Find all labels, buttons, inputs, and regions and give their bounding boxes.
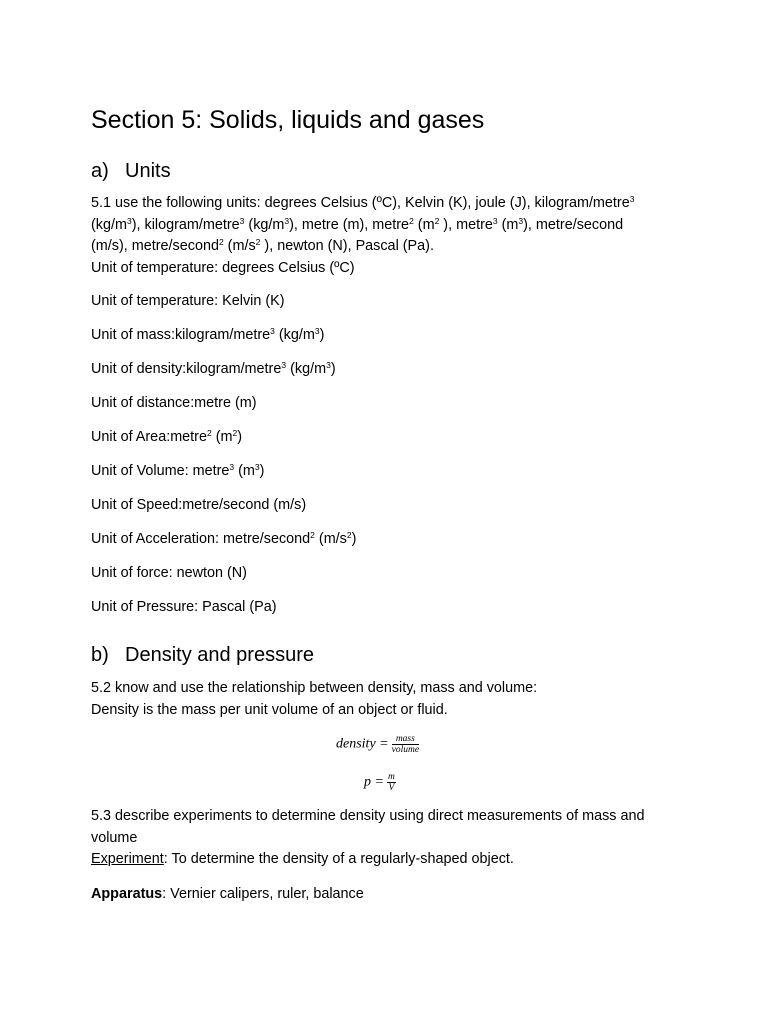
text-run: (kg/m <box>244 216 285 233</box>
paragraph-5-2 <box>91 678 537 721</box>
text-run: (kg/m <box>91 216 127 233</box>
experiment-text: : To determine the density of a regularly-shaped object. <box>163 851 514 867</box>
superscript: 3 <box>229 462 235 472</box>
text-run: ) <box>351 531 357 547</box>
superscript: 3 <box>126 215 132 226</box>
superscript: 2 <box>232 428 238 438</box>
unit-line <box>91 359 336 381</box>
superscript: 3 <box>314 326 320 336</box>
text-run: Unit of Area:metre <box>91 429 207 445</box>
text-run: (m <box>413 216 435 233</box>
text-run: ), metre/second <box>523 216 624 233</box>
superscript: 3 <box>284 215 290 226</box>
unit-line <box>91 597 277 619</box>
text-run: (kg/m <box>286 361 327 377</box>
text-line: 5.2 know and use the relationship between density, mass and volume: <box>91 680 538 696</box>
fraction <box>387 772 396 793</box>
heading-label: Units <box>125 160 171 182</box>
superscript: 3 <box>254 462 260 472</box>
text-run: (m <box>497 216 519 233</box>
heading-number: a) <box>91 160 109 182</box>
superscript: 2 <box>434 215 440 226</box>
text-run: Unit of mass:kilogram/metre <box>91 327 271 343</box>
unit-line <box>91 495 306 517</box>
equation-lhs: density = <box>336 736 389 752</box>
text-line: volume <box>91 829 138 846</box>
apparatus-line <box>91 884 364 906</box>
text-run: 5.1 use the following units: degrees Celsius (ºC), Kelvin (K), joule (J), kilogram/metre <box>91 195 630 211</box>
experiment-line <box>91 849 645 871</box>
intro-line-2 <box>91 215 634 237</box>
text-run: ), newton (N), Pascal (Pa). <box>260 238 434 254</box>
superscript: 3 <box>239 215 245 226</box>
density-equation <box>336 734 419 755</box>
numerator: m <box>387 772 395 782</box>
text-run: Unit of distance:metre (m) <box>91 395 257 411</box>
section-title: Section 5: Solids, liquids and gases <box>91 106 485 134</box>
text-run: ) <box>237 429 243 445</box>
intro-line-1 <box>91 193 634 215</box>
text-run: Unit of Speed:metre/second (m/s) <box>91 497 307 513</box>
text-run: Unit of Pressure: Pascal (Pa) <box>91 599 277 615</box>
superscript: 3 <box>270 326 275 336</box>
text-run: (kg/m <box>274 327 315 343</box>
text-line: Density is the mass per unit volume of an object or fluid. <box>91 701 448 718</box>
text-run: ), kilogram/metre <box>131 216 240 233</box>
text-run: Unit of Volume: metre <box>91 463 230 479</box>
superscript: 3 <box>518 215 524 226</box>
unit-line <box>91 461 264 483</box>
text-run: ) <box>330 361 336 377</box>
denominator: V <box>388 783 395 793</box>
text-run: Unit of density:kilogram/metre <box>91 361 282 377</box>
text-run: (m/s <box>223 238 256 254</box>
superscript: 3 <box>281 360 287 370</box>
superscript: 2 <box>409 215 414 226</box>
superscript: 2 <box>310 530 315 540</box>
unit-line <box>91 291 285 313</box>
text-run: ), metre <box>439 216 493 233</box>
text-line: 5.3 describe experiments to determine density using direct measurements of mass and <box>91 808 645 824</box>
superscript: 2 <box>206 428 212 438</box>
text-run: Unit of temperature: Kelvin (K) <box>91 293 285 309</box>
text-run: ) <box>319 327 325 343</box>
text-run: Unit of Acceleration: metre/second <box>91 531 311 547</box>
paragraph-5-3 <box>91 806 645 871</box>
intro-paragraph <box>91 193 634 279</box>
heading-label: Density and pressure <box>125 644 314 666</box>
text-run: ) <box>259 463 265 479</box>
text-run: Unit of force: newton (N) <box>91 565 247 581</box>
fraction <box>392 734 419 755</box>
text-run: ), metre (m), metre <box>289 216 410 233</box>
equation-lhs: p = <box>364 774 384 790</box>
apparatus-label: Apparatus <box>91 886 163 902</box>
unit-line <box>91 563 247 585</box>
text-run: (m <box>234 463 255 479</box>
superscript: 3 <box>326 360 331 370</box>
density-symbol-equation <box>364 772 396 793</box>
text-run: (m/s), metre/second <box>91 238 219 254</box>
superscript: 2 <box>218 237 224 247</box>
text-run: (m <box>211 429 233 445</box>
unit-line <box>91 529 356 551</box>
unit-line <box>91 393 257 415</box>
text-run: (m/s <box>314 531 347 547</box>
denominator: volume <box>391 745 420 755</box>
experiment-label: Experiment <box>91 851 164 867</box>
intro-line-4: Unit of temperature: degrees Celsius (ºC) <box>91 259 355 276</box>
heading-units <box>91 160 171 183</box>
unit-line <box>91 427 242 449</box>
intro-line-3 <box>91 236 634 258</box>
unit-line <box>91 325 324 347</box>
superscript: 2 <box>255 237 261 247</box>
superscript: 3 <box>629 194 635 204</box>
superscript: 2 <box>346 530 352 540</box>
heading-density-pressure <box>91 644 314 667</box>
numerator: mass <box>392 734 419 745</box>
heading-number: b) <box>91 644 109 666</box>
superscript: 3 <box>492 215 498 226</box>
apparatus-text: : Vernier calipers, ruler, balance <box>162 886 364 902</box>
